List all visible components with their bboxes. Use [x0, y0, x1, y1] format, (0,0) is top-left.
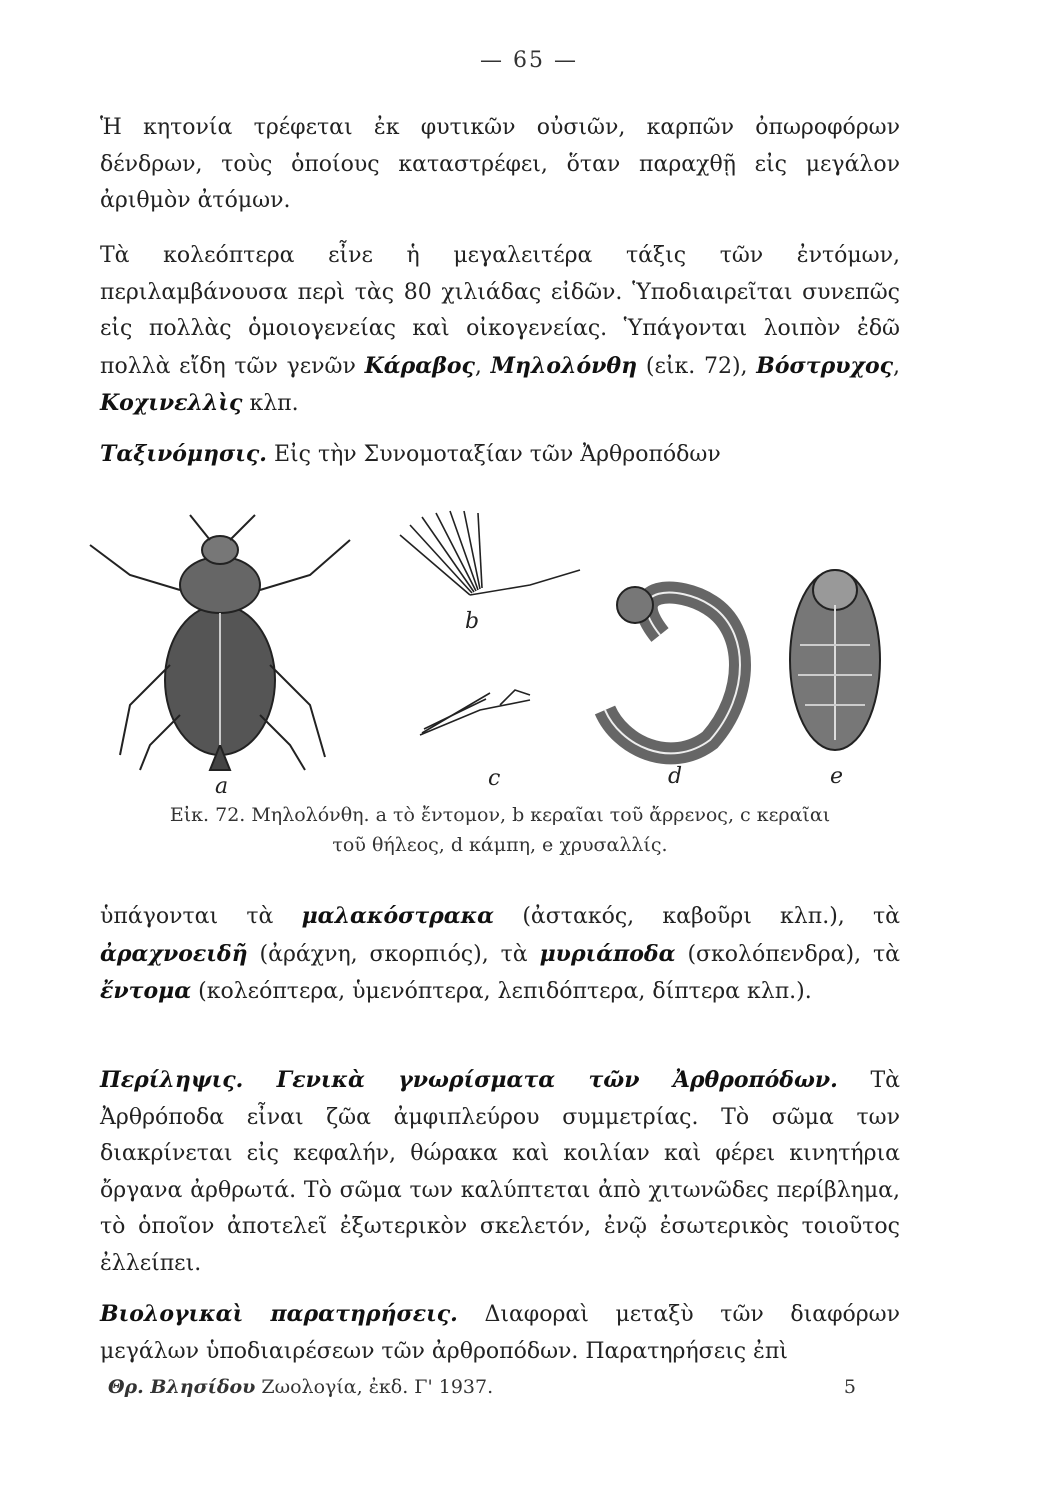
- paragraph-taxonomy: [100, 436, 900, 474]
- term-arachnoeide: ἀραχνοειδῆ: [100, 940, 248, 967]
- caption-line-2: τοῦ θήλεος, d κάμπη, e χρυσαλλίς.: [332, 834, 668, 856]
- term-kochinellis: Κοχινελλὶς: [100, 390, 243, 416]
- paragraph-summary: [100, 1062, 900, 1282]
- male-antenna-drawing: [400, 511, 580, 595]
- term-myriapoda: μυριάποδα: [539, 940, 676, 967]
- subphyla-text-4: (σκολόπενδρα), τὰ: [687, 941, 901, 967]
- paragraph-subphyla: [100, 898, 900, 1011]
- subphyla-text-1: ὑπάγονται τὰ: [100, 904, 274, 929]
- footer-author: Θρ. Βλησίδου: [108, 1376, 256, 1398]
- term-entoma: ἔντομα: [100, 978, 192, 1004]
- figure-72: [60, 495, 960, 800]
- biology-heading: Βιολογικαὶ παρατηρήσεις.: [100, 1301, 458, 1327]
- figure-illustration: [60, 495, 960, 800]
- paragraph-biology: [100, 1296, 900, 1370]
- caption-line-1: Εἰκ. 72. Μηλολόνθη. a τὸ ἔντομον, b κεραῖαι τοῦ ἄρρενος, c κεραῖαι: [169, 804, 831, 826]
- term-malakostraka: μαλακόστρακα: [301, 903, 495, 929]
- page-footer: [108, 1376, 856, 1398]
- figure-caption: [100, 800, 900, 860]
- beetle-drawing: [90, 515, 350, 770]
- subphyla-text-2: (ἀστακός, καβοῦρι κλπ.), τὰ: [522, 904, 901, 929]
- paragraph-coleoptera: Τὰ κολεόπτερα εἶνε ἡ μεγαλειτέρα τάξις τῶν ἐντόμων, περιλαμβάνουσα περὶ τὰς 80 χιλιάδας εἰδῶν. Ὑποδιαιρεῖται συνεπῶς εἰς πολλὰς ὁμοιογενείας καὶ οἰκογενείας. Ὑπάγονται λοιπὸν ἐδῶ πολλὰ εἴδη τῶν γενῶν Κάραβος, Μηλολόνθη (εἰκ. 72), Βόστρυχος, Κοχινελλὶς κλπ.: [100, 243, 901, 416]
- female-antenna-drawing: [420, 690, 530, 735]
- footer-title: Ζωολογία, ἐκδ. Γ' 1937.: [261, 1376, 494, 1398]
- coleoptera-text-1: Τὰ κολεόπτερα εἶνε ἡ μεγαλειτέρα τάξις τῶν ἐντόμων, περιλαμβάνουσα περὶ τὰς 80 χιλιάδας εἰδῶν. Ὑποδιαιρεῖται συνεπῶς εἰς πολλὰς ὁμοιογενείας καὶ οἰκογενείας. Ὑπάγονται λοιπὸν ἐδῶ πολλὰ εἴδη τῶν γενῶν: [100, 243, 900, 379]
- coleoptera-text-2: (εἰκ. 72),: [645, 353, 748, 379]
- term-bostrychos: Βόστρυχος: [756, 352, 894, 379]
- subphyla-text-3: (ἀράχνη, σκορπιός), τὰ: [259, 941, 528, 967]
- label-d: d: [668, 764, 683, 789]
- paragraph-kitonia: Ἡ κητονία τρέφεται ἐκ φυτικῶν οὐσιῶν, καρπῶν ὀπωροφόρων δένδρων, τοὺς ὁποίους καταστρέφει, ὅταν παραχθῇ εἰς μεγάλον ἀριθμὸν ἀτόμων.: [100, 115, 900, 213]
- page-number: — 65 —: [480, 48, 578, 73]
- term-karavos: Κάραβος: [364, 352, 475, 379]
- biology-text: Διαφοραὶ μεταξὺ τῶν διαφόρων μεγάλων ὑποδιαιρέσεων τῶν ἀρθροπόδων. Παρατηρήσεις ἐπὶ: [100, 1302, 900, 1364]
- summary-heading: Περίληψις. Γενικὰ γνωρίσματα τῶν Ἀρθροπόδων.: [100, 1067, 838, 1093]
- term-taxinomisis: Ταξινόμησις.: [100, 441, 267, 467]
- larva-drawing: [605, 587, 740, 753]
- pupa-drawing: [790, 570, 880, 750]
- subphyla-text-5: (κολεόπτερα, ὑμενόπτερα, λεπιδόπτερα, δίπτερα κλπ.).: [198, 979, 812, 1004]
- label-b: b: [465, 609, 480, 634]
- label-e: e: [830, 764, 844, 789]
- term-melolonthe: Μηλολόνθη: [490, 352, 638, 379]
- footer-signature: 5: [843, 1376, 856, 1398]
- summary-text: Τὰ Ἀρθρόποδα εἶναι ζῶα ἀμφιπλεύρου συμμετρίας. Τὸ σῶμα των διακρίνεται εἰς κεφαλήν, θώρακα καὶ κοιλίαν καὶ φέρει κινητήρια ὄργανα ἀρθρωτά. Τὸ σῶμα των καλύπτεται ἀπὸ χιτωνῶδες περίβλημα, τὸ ὁποῖον ἀποτελεῖ ἐξωτερικὸν σκελετόν, ἐνῷ ἐσωτερικὸς τοιοῦτος ἐλλείπει.: [100, 1068, 900, 1276]
- taxonomy-text: Εἰς τὴν Συνομοταξίαν τῶν Ἀρθροπόδων: [273, 442, 721, 467]
- label-c: c: [488, 766, 501, 791]
- label-a: a: [215, 774, 229, 799]
- coleoptera-text-3: κλπ.: [249, 391, 299, 416]
